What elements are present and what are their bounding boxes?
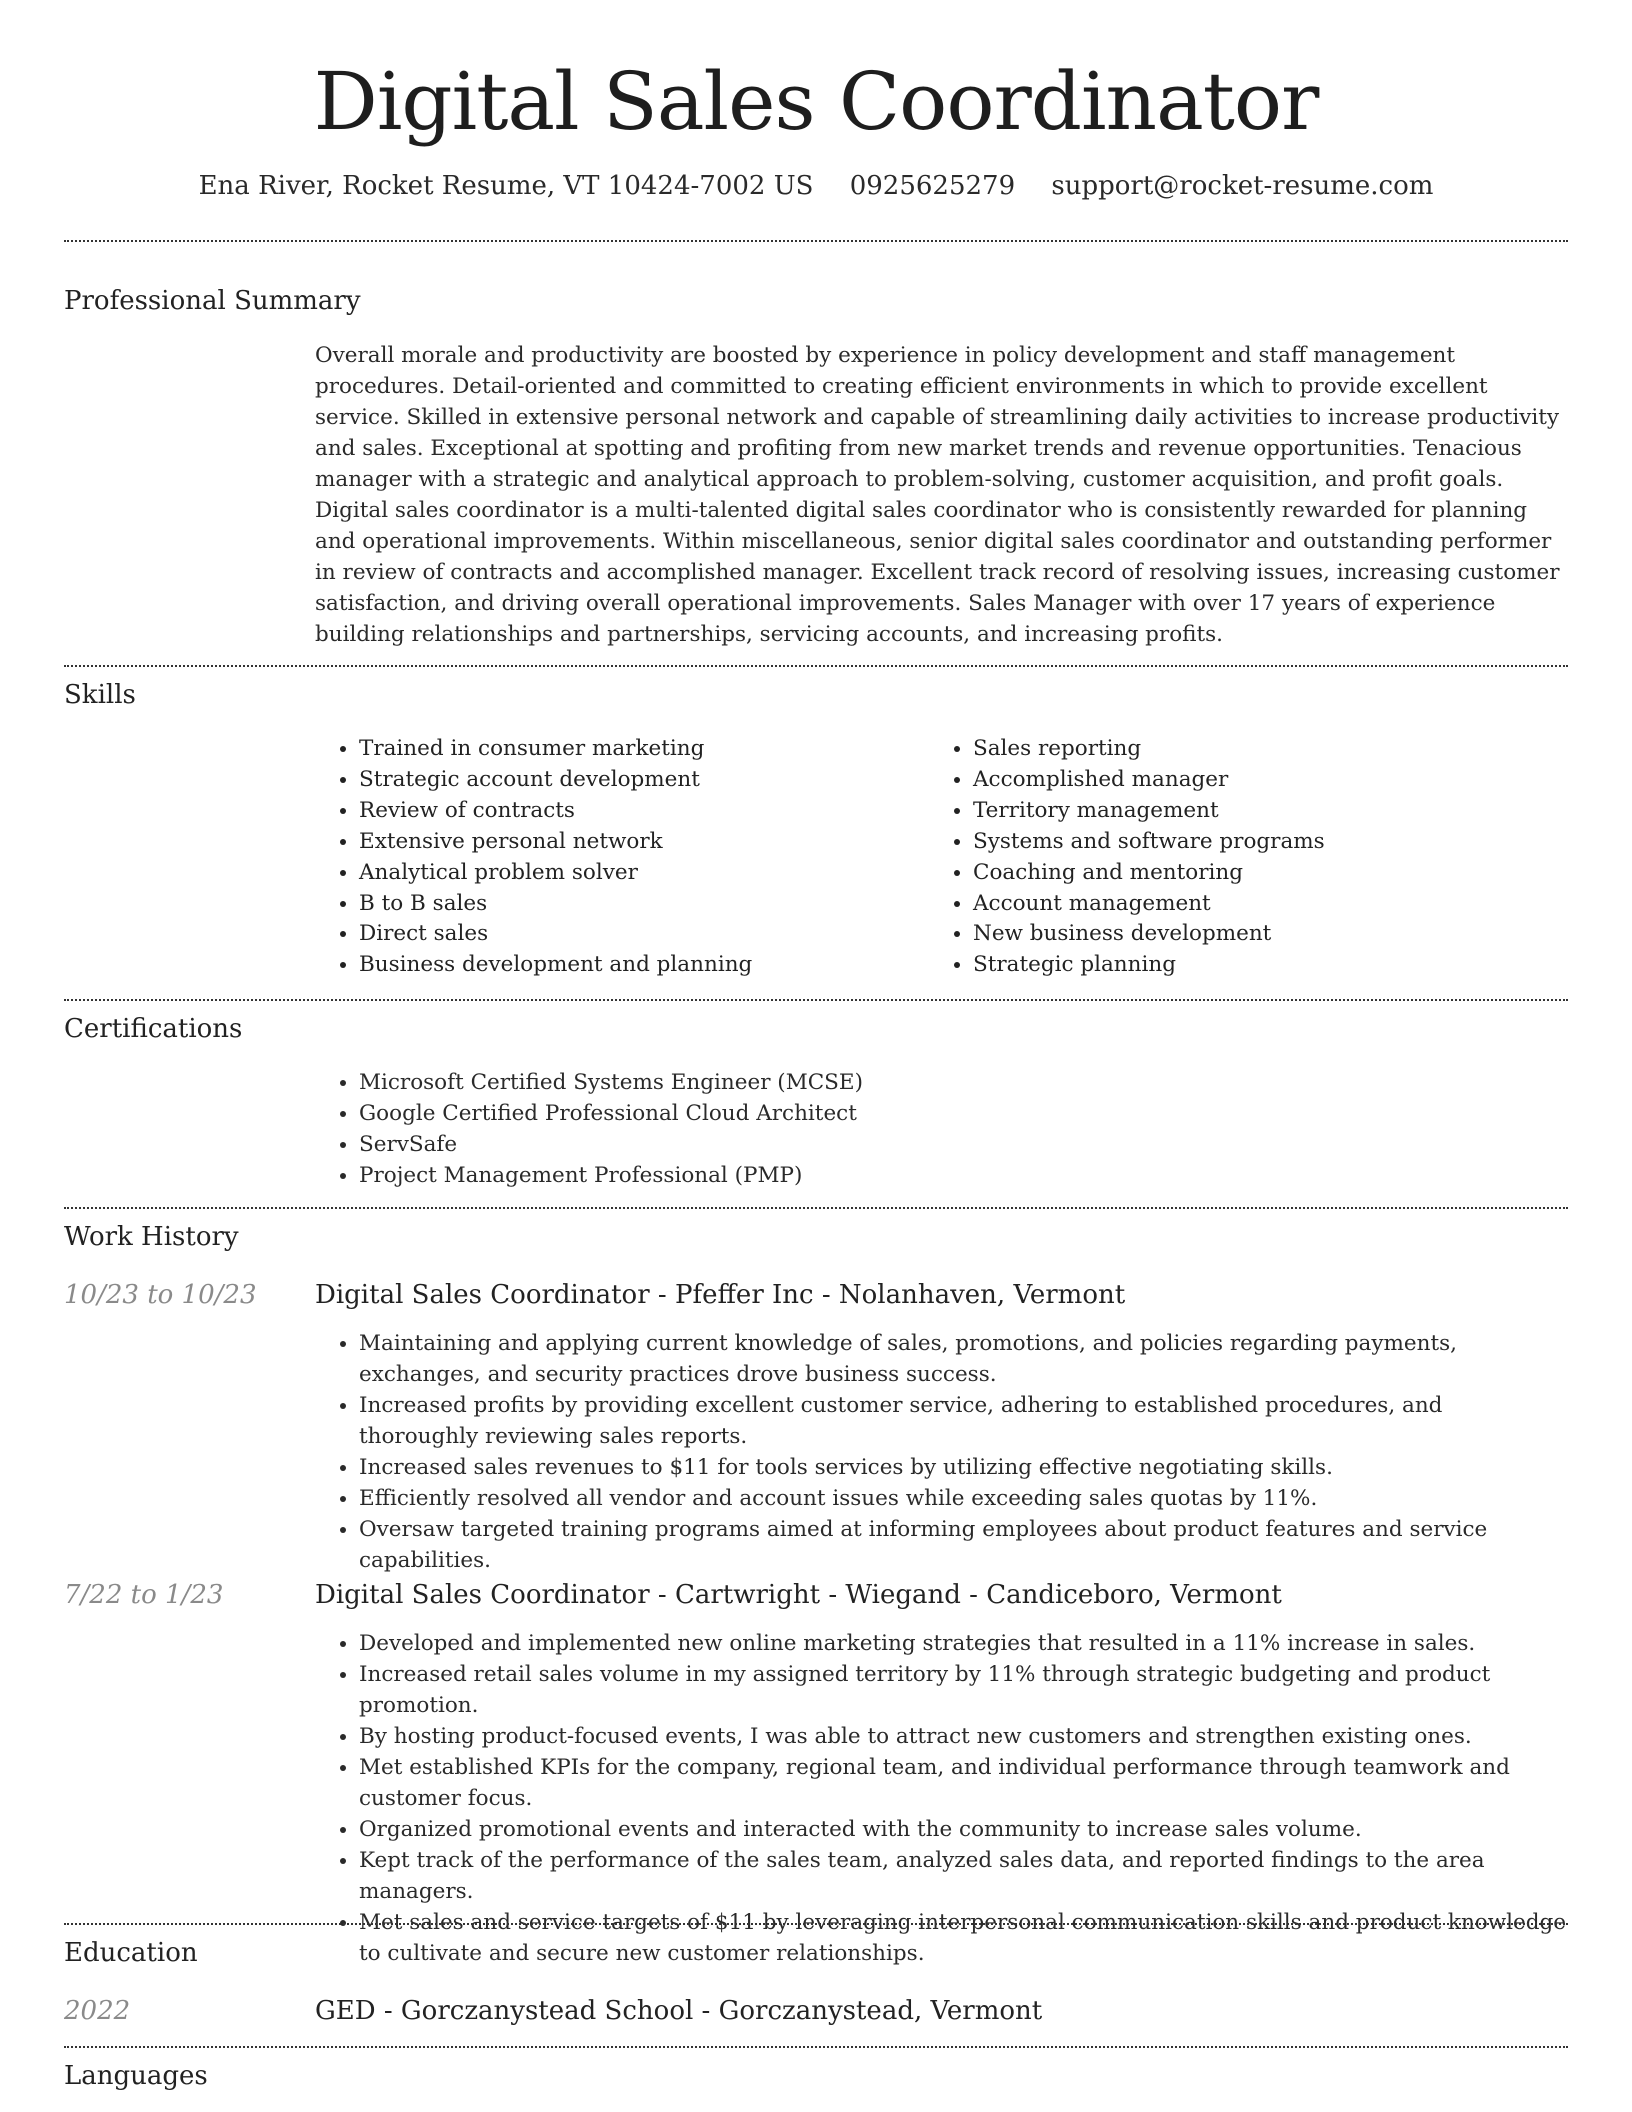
section-divider bbox=[64, 665, 1568, 667]
section-divider bbox=[64, 240, 1568, 242]
job-bullet: • By hosting product-focused events, I was able to attract new customers and strengthen existing ones. bbox=[359, 1721, 1568, 1752]
job-bullet: • Efficiently resolved all vendor and account issues while exceeding sales quotas by 11%. bbox=[359, 1483, 1568, 1514]
certification-item: • ServSafe bbox=[359, 1130, 1568, 1161]
job-bullet: • Increased retail sales volume in my assigned territory by 11% through strategic budgeting and product promotion. bbox=[359, 1659, 1568, 1721]
skills-list-right bbox=[929, 734, 1529, 981]
contact-line bbox=[0, 168, 1632, 204]
job-bullets bbox=[315, 1628, 1568, 1969]
contact-address: Ena River, Rocket Resume, VT 10424-7002 US bbox=[198, 171, 814, 201]
languages-heading: Languages bbox=[64, 2061, 208, 2091]
certifications-list bbox=[315, 1068, 1568, 1192]
job-bullet: • Increased profits by providing excellent customer service, adhering to established procedures, and thoroughly reviewing sales reports. bbox=[359, 1390, 1568, 1452]
contact-email: support@rocket-resume.com bbox=[1051, 171, 1434, 201]
section-divider bbox=[64, 999, 1568, 1001]
skill-item: • New business development bbox=[973, 919, 1529, 950]
skills-list-left bbox=[315, 734, 915, 981]
skill-item: • Account management bbox=[973, 889, 1529, 920]
summary-text: Overall morale and productivity are boosted by experience in policy development and staff management procedures. Detail-oriented and committed to creating efficient environments in which to provide excellent service. Skilled in extensive personal network and capable of streamlining daily activities to increase productivity and sales. Exceptional at spotting and profiting from new market trends and revenue opportunities. Tenacious manager with a strategic and analytical approach to problem-solving, customer acquisition, and profit goals. Digital sales coordinator is a multi-talented digital sales coordinator who is consistently rewarded for planning and operational improvements. Within miscellaneous, senior digital sales coordinator and outstanding performer in review of contracts and accomplished manager. Excellent track record of resolving issues, increasing customer satisfaction, and driving overall operational improvements. Sales Manager with over 17 years of experience building relationships and partnerships, servicing accounts, and increasing profits. bbox=[315, 343, 1560, 647]
job-bullet: • Developed and implemented new online marketing strategies that resulted in a 11% increase in sales. bbox=[359, 1628, 1568, 1659]
section-divider bbox=[64, 1207, 1568, 1209]
skill-item: • Extensive personal network bbox=[359, 827, 915, 858]
education-year: 2022 bbox=[64, 1996, 131, 2026]
job-dates: 7/22 to 1/23 bbox=[64, 1580, 224, 1610]
job-bullet: • Oversaw targeted training programs aimed at informing employees about product features and service capabilities. bbox=[359, 1514, 1568, 1576]
skill-item: • Analytical problem solver bbox=[359, 858, 915, 889]
summary-heading: Professional Summary bbox=[64, 286, 361, 316]
job-bullet: • Met sales and service targets of $11 by leveraging interpersonal communication skills and product knowledge to cultivate and secure new customer relationships. bbox=[359, 1907, 1568, 1969]
job-heading: Digital Sales Coordinator - Cartwright - Wiegand - Candiceboro, Vermont bbox=[315, 1580, 1282, 1610]
job-bullet: • Kept track of the performance of the sales team, analyzed sales data, and reported findings to the area managers. bbox=[359, 1845, 1568, 1907]
job-dates: 10/23 to 10/23 bbox=[64, 1280, 257, 1310]
skill-item: • Business development and planning bbox=[359, 950, 915, 981]
skill-item: • Accomplished manager bbox=[973, 765, 1529, 796]
education-heading-line: GED - Gorczanystead School - Gorczanystead, Vermont bbox=[315, 1996, 1043, 2026]
section-divider bbox=[64, 1923, 1568, 1925]
skill-item: • Trained in consumer marketing bbox=[359, 734, 915, 765]
job-bullet: • Met established KPIs for the company, regional team, and individual performance through teamwork and customer focus. bbox=[359, 1752, 1568, 1814]
certification-item: • Microsoft Certified Systems Engineer (MCSE) bbox=[359, 1068, 1568, 1099]
resume-title: Digital Sales Coordinator bbox=[313, 55, 1319, 148]
certification-item: • Google Certified Professional Cloud Architect bbox=[359, 1099, 1568, 1130]
section-divider bbox=[64, 2046, 1568, 2048]
skill-item: • Systems and software programs bbox=[973, 827, 1529, 858]
skill-item: • Direct sales bbox=[359, 919, 915, 950]
skills-heading: Skills bbox=[64, 680, 136, 710]
skill-item: • Sales reporting bbox=[973, 734, 1529, 765]
certification-item: • Project Management Professional (PMP) bbox=[359, 1161, 1568, 1192]
job-heading: Digital Sales Coordinator - Pfeffer Inc - Nolanhaven, Vermont bbox=[315, 1280, 1126, 1310]
job-bullet: • Maintaining and applying current knowledge of sales, promotions, and policies regarding payments, exchanges, and security practices drove business success. bbox=[359, 1328, 1568, 1390]
skill-item: • Coaching and mentoring bbox=[973, 858, 1529, 889]
work-history-heading: Work History bbox=[64, 1222, 239, 1252]
education-heading: Education bbox=[64, 1938, 198, 1968]
skill-item: • Strategic planning bbox=[973, 950, 1529, 981]
job-bullet: • Organized promotional events and interacted with the community to increase sales volume. bbox=[359, 1814, 1568, 1845]
job-bullets bbox=[315, 1328, 1568, 1576]
job-bullet: • Increased sales revenues to $11 for tools services by utilizing effective negotiating skills. bbox=[359, 1452, 1568, 1483]
skill-item: • Territory management bbox=[973, 796, 1529, 827]
skill-item: • Strategic account development bbox=[359, 765, 915, 796]
certifications-heading: Certifications bbox=[64, 1014, 243, 1044]
skill-item: • Review of contracts bbox=[359, 796, 915, 827]
contact-phone: 0925625279 bbox=[849, 171, 1016, 201]
skill-item: • B to B sales bbox=[359, 889, 915, 920]
